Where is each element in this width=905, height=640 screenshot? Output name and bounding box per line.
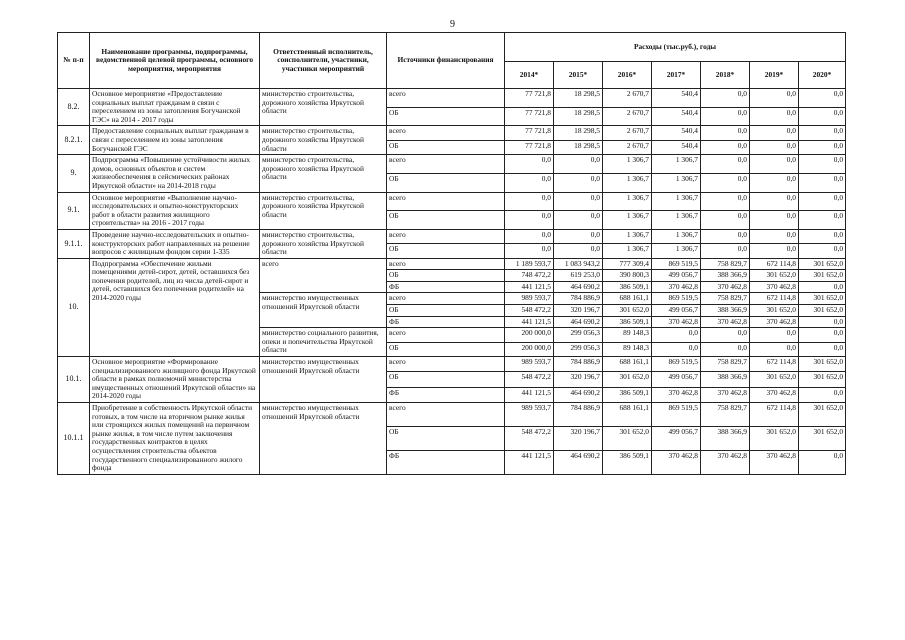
table-row — [58, 192, 846, 211]
value-cell: 77 721,8 — [505, 89, 554, 108]
value-cell: 320 196,7 — [554, 426, 603, 450]
value-cell: 386 509,1 — [603, 450, 652, 474]
value-cell: 301 652,0 — [799, 258, 846, 270]
value-cell: 301 652,0 — [603, 305, 652, 317]
value-cell: 299 056,3 — [554, 328, 603, 342]
value-cell: 0,0 — [701, 211, 750, 230]
row-executor: министерство имущественных отношений Иркутской области — [260, 293, 387, 328]
row-executor: всего — [260, 258, 387, 293]
value-cell: 0,0 — [799, 244, 846, 258]
row-name: Основное мероприятие «Выполнение научно-исследовательских и опытно-конструкторских работ в области развития жилищного строительства» на 2016 - 2017 годы — [90, 192, 260, 229]
row-number: 10.1.1 — [58, 403, 90, 475]
value-cell: 0,0 — [799, 450, 846, 474]
value-cell: 18 298,5 — [554, 107, 603, 126]
value-cell: 0,0 — [701, 89, 750, 108]
row-executor: министерство строительства, дорожного хозяйства Иркутской области — [260, 155, 387, 192]
value-cell: 301 652,0 — [799, 403, 846, 427]
value-cell: 200 000,0 — [505, 328, 554, 342]
value-cell: 1 189 593,7 — [505, 258, 554, 270]
source-cell: ОБ — [387, 305, 505, 317]
value-cell: 869 519,5 — [652, 258, 701, 270]
value-cell: 0,0 — [554, 173, 603, 192]
value-cell: 301 652,0 — [799, 305, 846, 317]
row-name: Приобретение в собственность Иркутской области готовых, в том числе на вторичном рынке жилья или строящихся жилых помещений на первичном рынке жилья, в том числе путем заключения государственных контрактов в целях осуществления строительства объектов государственного специализированного жилого фонда — [90, 403, 260, 475]
value-cell: 784 886,9 — [554, 357, 603, 372]
value-cell: 0,0 — [799, 173, 846, 192]
row-name: Подпрограмма «Повышение устойчивости жилых домов, основных объектов и систем жизнеобеспечения в сейсмических районах Иркутской области» на 2014-2018 годы — [90, 155, 260, 192]
value-cell: 0,0 — [799, 107, 846, 126]
table-row — [58, 258, 846, 270]
value-cell: 2 670,7 — [603, 140, 652, 154]
value-cell: 386 509,1 — [603, 387, 652, 402]
value-cell: 301 652,0 — [750, 270, 799, 282]
source-cell: всего — [387, 403, 505, 427]
value-cell: 0,0 — [799, 387, 846, 402]
value-cell: 0,0 — [750, 107, 799, 126]
source-cell: ОБ — [387, 244, 505, 258]
value-cell: 0,0 — [750, 229, 799, 243]
row-number: 8.2.1. — [58, 126, 90, 155]
value-cell: 370 462,8 — [750, 281, 799, 293]
value-cell: 989 593,7 — [505, 357, 554, 372]
value-cell: 1 306,7 — [652, 211, 701, 230]
source-cell: ФБ — [387, 450, 505, 474]
value-cell: 370 462,8 — [750, 316, 799, 328]
value-cell: 1 306,7 — [652, 229, 701, 243]
row-number: 8.2. — [58, 89, 90, 126]
value-cell: 0,0 — [554, 211, 603, 230]
table-row — [58, 126, 846, 140]
source-cell: ОБ — [387, 426, 505, 450]
value-cell: 672 114,8 — [750, 293, 799, 305]
value-cell: 77 721,8 — [505, 140, 554, 154]
value-cell: 2 670,7 — [603, 126, 652, 140]
value-cell: 18 298,5 — [554, 126, 603, 140]
value-cell: 869 519,5 — [652, 357, 701, 372]
value-cell: 0,0 — [799, 316, 846, 328]
value-cell: 0,0 — [505, 244, 554, 258]
value-cell: 548 472,2 — [505, 426, 554, 450]
header-year: 2017* — [652, 62, 701, 89]
value-cell: 370 462,8 — [652, 281, 701, 293]
source-cell: ОБ — [387, 211, 505, 230]
value-cell: 1 306,7 — [603, 211, 652, 230]
value-cell: 370 462,8 — [652, 450, 701, 474]
row-executor: министерство строительства, дорожного хозяйства Иркутской области — [260, 89, 387, 126]
value-cell: 89 148,3 — [603, 328, 652, 342]
value-cell: 0,0 — [750, 155, 799, 174]
value-cell: 688 161,1 — [603, 357, 652, 372]
value-cell: 0,0 — [701, 155, 750, 174]
value-cell: 18 298,5 — [554, 140, 603, 154]
value-cell: 0,0 — [799, 281, 846, 293]
value-cell: 499 056,7 — [652, 426, 701, 450]
value-cell: 370 462,8 — [701, 281, 750, 293]
value-cell: 2 670,7 — [603, 89, 652, 108]
value-cell: 0,0 — [750, 244, 799, 258]
value-cell: 0,0 — [799, 229, 846, 243]
value-cell: 499 056,7 — [652, 305, 701, 317]
value-cell: 0,0 — [701, 173, 750, 192]
table-row — [58, 155, 846, 174]
value-cell: 540,4 — [652, 126, 701, 140]
value-cell: 0,0 — [750, 342, 799, 356]
value-cell: 0,0 — [505, 211, 554, 230]
value-cell: 77 721,8 — [505, 107, 554, 126]
value-cell: 388 366,9 — [701, 270, 750, 282]
value-cell: 441 121,5 — [505, 281, 554, 293]
value-cell: 370 462,8 — [750, 450, 799, 474]
value-cell: 370 462,8 — [652, 387, 701, 402]
value-cell: 989 593,7 — [505, 293, 554, 305]
value-cell: 1 306,7 — [603, 173, 652, 192]
value-cell: 619 253,0 — [554, 270, 603, 282]
value-cell: 758 829,7 — [701, 357, 750, 372]
row-executor: министерство строительства, дорожного хозяйства Иркутской области — [260, 192, 387, 229]
value-cell: 672 114,8 — [750, 258, 799, 270]
value-cell: 0,0 — [505, 155, 554, 174]
value-cell: 540,4 — [652, 140, 701, 154]
value-cell: 386 509,1 — [603, 316, 652, 328]
row-number: 9.1.1. — [58, 229, 90, 258]
value-cell: 301 652,0 — [603, 372, 652, 387]
value-cell: 0,0 — [701, 107, 750, 126]
value-cell: 441 121,5 — [505, 387, 554, 402]
value-cell: 1 306,7 — [603, 192, 652, 211]
value-cell: 548 472,2 — [505, 372, 554, 387]
page-number: 9 — [450, 19, 455, 30]
row-executor: министерство имущественных отношений Иркутской области — [260, 403, 387, 475]
value-cell: 441 121,5 — [505, 316, 554, 328]
value-cell: 388 366,9 — [701, 372, 750, 387]
value-cell: 0,0 — [799, 89, 846, 108]
value-cell: 0,0 — [505, 192, 554, 211]
value-cell: 0,0 — [701, 140, 750, 154]
value-cell: 89 148,3 — [603, 342, 652, 356]
value-cell: 370 462,8 — [701, 450, 750, 474]
value-cell: 1 306,7 — [652, 244, 701, 258]
value-cell: 1 306,7 — [652, 192, 701, 211]
source-cell: ФБ — [387, 387, 505, 402]
row-name: Основное мероприятие «Формирование специализированного жилищного фонда Иркутской области в рамках полномочий министерства имущественных отношений Иркутской области» на 2014-2020 годы — [90, 357, 260, 403]
value-cell: 0,0 — [799, 211, 846, 230]
value-cell: 0,0 — [750, 328, 799, 342]
value-cell: 869 519,5 — [652, 293, 701, 305]
source-cell: всего — [387, 357, 505, 372]
value-cell: 301 652,0 — [750, 305, 799, 317]
header-year: 2016* — [603, 62, 652, 89]
row-name: Основное мероприятие «Предоставление социальных выплат гражданам в связи с переселением из зоны затопления Богучанской ГЭС» на 2014 - 2017 годы — [90, 89, 260, 126]
value-cell: 370 462,8 — [652, 316, 701, 328]
value-cell: 301 652,0 — [799, 270, 846, 282]
row-name: Подпрограмма «Обеспечение жильми помещениями детей-сирот, детей, оставшихся без попечения родителей, лиц из числа детей-сирот и детей, оставшихся без попечения родителей» на 2014-2020 годы — [90, 258, 260, 356]
value-cell: 2 670,7 — [603, 107, 652, 126]
value-cell: 1 083 943,2 — [554, 258, 603, 270]
value-cell: 0,0 — [750, 211, 799, 230]
row-number: 9.1. — [58, 192, 90, 229]
value-cell: 1 306,7 — [603, 155, 652, 174]
value-cell: 499 056,7 — [652, 270, 701, 282]
header-executor: Ответственный исполнитель, соисполнители, участники, участники мероприятий — [260, 33, 387, 89]
value-cell: 758 829,7 — [701, 293, 750, 305]
value-cell: 299 056,3 — [554, 342, 603, 356]
value-cell: 301 652,0 — [799, 372, 846, 387]
value-cell: 1 306,7 — [652, 173, 701, 192]
row-executor: министерство имущественных отношений Иркутской области — [260, 357, 387, 403]
value-cell: 0,0 — [505, 229, 554, 243]
value-cell: 0,0 — [701, 126, 750, 140]
value-cell: 0,0 — [750, 192, 799, 211]
value-cell: 388 366,9 — [701, 305, 750, 317]
row-number: 10.1. — [58, 357, 90, 403]
value-cell: 0,0 — [554, 229, 603, 243]
header-year: 2014* — [505, 62, 554, 89]
value-cell: 464 690,2 — [554, 450, 603, 474]
source-cell: ФБ — [387, 281, 505, 293]
value-cell: 320 196,7 — [554, 305, 603, 317]
value-cell: 464 690,2 — [554, 316, 603, 328]
value-cell: 370 462,8 — [701, 387, 750, 402]
value-cell: 301 652,0 — [750, 372, 799, 387]
value-cell: 301 652,0 — [799, 426, 846, 450]
value-cell: 1 306,7 — [603, 244, 652, 258]
row-executor: министерство строительства, дорожного хозяйства Иркутской области — [260, 126, 387, 155]
source-cell: всего — [387, 126, 505, 140]
value-cell: 1 306,7 — [652, 155, 701, 174]
header-expenses: Расходы (тыс.руб.), годы — [505, 33, 846, 62]
source-cell: ФБ — [387, 316, 505, 328]
value-cell: 0,0 — [799, 126, 846, 140]
value-cell: 0,0 — [701, 328, 750, 342]
header-year: 2019* — [750, 62, 799, 89]
table-row — [58, 89, 846, 108]
value-cell: 0,0 — [799, 155, 846, 174]
value-cell: 748 472,2 — [505, 270, 554, 282]
source-cell: всего — [387, 258, 505, 270]
value-cell: 388 366,9 — [701, 426, 750, 450]
value-cell: 0,0 — [554, 155, 603, 174]
row-name: Предоставление социальных выплат гражданам в связи с переселением из зоны затопления Богучанской ГЭС — [90, 126, 260, 155]
value-cell: 0,0 — [799, 328, 846, 342]
value-cell: 672 114,8 — [750, 357, 799, 372]
value-cell: 784 886,9 — [554, 293, 603, 305]
value-cell: 0,0 — [701, 229, 750, 243]
value-cell: 672 114,8 — [750, 403, 799, 427]
source-cell: ОБ — [387, 140, 505, 154]
value-cell: 0,0 — [750, 89, 799, 108]
source-cell: всего — [387, 328, 505, 342]
header-num: № п-п — [58, 33, 90, 89]
value-cell: 301 652,0 — [603, 426, 652, 450]
value-cell: 0,0 — [652, 328, 701, 342]
source-cell: всего — [387, 89, 505, 108]
value-cell: 0,0 — [799, 342, 846, 356]
value-cell: 989 593,7 — [505, 403, 554, 427]
value-cell: 784 886,9 — [554, 403, 603, 427]
value-cell: 0,0 — [701, 244, 750, 258]
value-cell: 0,0 — [701, 192, 750, 211]
value-cell: 386 509,1 — [603, 281, 652, 293]
value-cell: 777 309,4 — [603, 258, 652, 270]
header-year: 2020* — [799, 62, 846, 89]
source-cell: ОБ — [387, 342, 505, 356]
source-cell: всего — [387, 293, 505, 305]
value-cell: 540,4 — [652, 89, 701, 108]
value-cell: 499 056,7 — [652, 372, 701, 387]
header-year: 2018* — [701, 62, 750, 89]
value-cell: 77 721,8 — [505, 126, 554, 140]
value-cell: 301 652,0 — [799, 357, 846, 372]
value-cell: 464 690,2 — [554, 387, 603, 402]
value-cell: 18 298,5 — [554, 89, 603, 108]
row-number: 9. — [58, 155, 90, 192]
value-cell: 370 462,8 — [701, 316, 750, 328]
value-cell: 869 519,5 — [652, 403, 701, 427]
financing-table — [57, 32, 846, 475]
value-cell: 0,0 — [799, 140, 846, 154]
value-cell: 0,0 — [750, 126, 799, 140]
value-cell: 320 196,7 — [554, 372, 603, 387]
value-cell: 0,0 — [505, 173, 554, 192]
row-number: 10. — [58, 258, 90, 356]
value-cell: 758 829,7 — [701, 258, 750, 270]
source-cell: всего — [387, 192, 505, 211]
value-cell: 688 161,1 — [603, 293, 652, 305]
value-cell: 0,0 — [750, 140, 799, 154]
value-cell: 200 000,0 — [505, 342, 554, 356]
row-name: Проведение научно-исследовательских и опытно-конструкторских работ направленных на решение вопросов с жилищным фондом серии 1-335 — [90, 229, 260, 258]
value-cell: 441 121,5 — [505, 450, 554, 474]
value-cell: 301 652,0 — [750, 426, 799, 450]
value-cell: 0,0 — [799, 192, 846, 211]
value-cell: 548 472,2 — [505, 305, 554, 317]
value-cell: 758 829,7 — [701, 403, 750, 427]
value-cell: 301 652,0 — [799, 293, 846, 305]
value-cell: 0,0 — [750, 173, 799, 192]
source-cell: ОБ — [387, 372, 505, 387]
value-cell: 688 161,1 — [603, 403, 652, 427]
header-source: Источники финансирования — [387, 33, 505, 89]
table-row — [58, 357, 846, 372]
table-row — [58, 403, 846, 427]
header-year: 2015* — [554, 62, 603, 89]
source-cell: всего — [387, 155, 505, 174]
source-cell: ОБ — [387, 270, 505, 282]
source-cell: ОБ — [387, 107, 505, 126]
value-cell: 0,0 — [701, 342, 750, 356]
value-cell: 0,0 — [554, 244, 603, 258]
table-row — [58, 229, 846, 243]
value-cell: 0,0 — [652, 342, 701, 356]
value-cell: 390 800,3 — [603, 270, 652, 282]
value-cell: 1 306,7 — [603, 229, 652, 243]
source-cell: всего — [387, 229, 505, 243]
value-cell: 370 462,8 — [750, 387, 799, 402]
value-cell: 464 690,2 — [554, 281, 603, 293]
row-executor: министерство социального развития, опеки и попечительства Иркутской области — [260, 328, 387, 357]
source-cell: ОБ — [387, 173, 505, 192]
row-executor: министерство строительства, дорожного хозяйства Иркутской области — [260, 229, 387, 258]
value-cell: 0,0 — [554, 192, 603, 211]
value-cell: 540,4 — [652, 107, 701, 126]
header-name: Наименование программы, подпрограммы, ведомственной целевой программы, основного мероприятия, мероприятия — [90, 33, 260, 89]
